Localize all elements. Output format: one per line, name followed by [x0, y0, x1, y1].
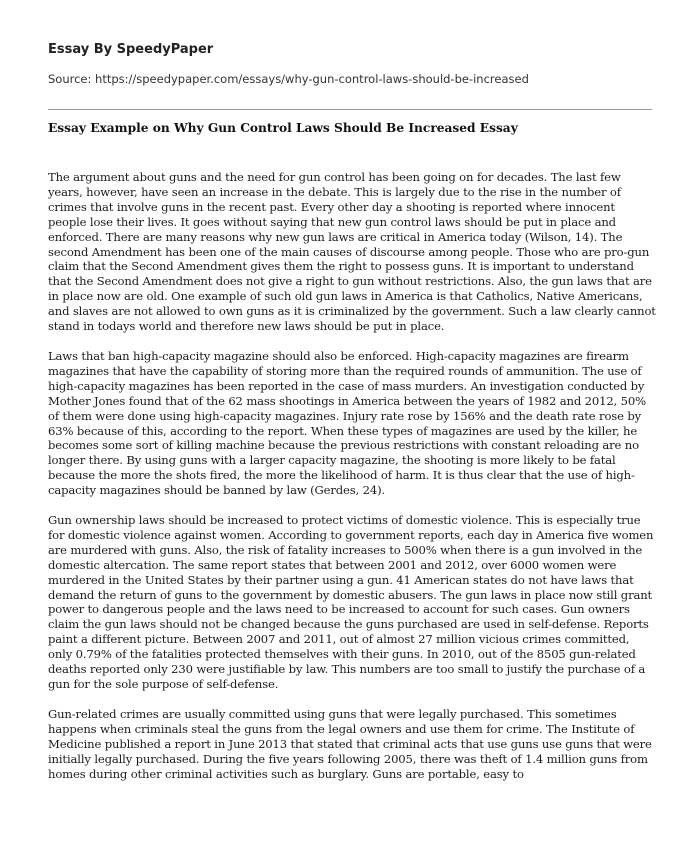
publisher-title: Essay By SpeedyPaper	[48, 42, 214, 57]
paragraph-3: Gun ownership laws should be increased to protect victims of domestic violence. This is especially true for domestic violence against women. According to government reports, each day in America five women are murdered with guns. Also, the risk of fatality increases to 500% when there is a gun involved in the domestic altercation. The same report states that between 2001 and 2012, over 6000 women were murdered in the United States by their partner using a gun. 41 American states do not have laws that demand the return of guns to the government by domestic abusers. The gun laws in place now still grant power to dangerous people and the laws need to be increased to account for such cases. Gun owners claim the gun laws should not be changed because the guns purchased are used in self-defense. Reports paint a different picture. Between 2007 and 2011, out of almost 27 million vicious crimes committed, only 0.79% of the fatalities protected themselves with their guns. In 2010, out of the 8505 gun-related deaths reported only 230 were justifiable by law. This numbers are too small to justify the purchase of a gun for the sole purpose of self-defense.	[48, 513, 654, 691]
paragraph-4: Gun-related crimes are usually committed using guns that were legally purchased. This sometimes happens when criminals steal the guns from the legal owners and use them for crime. The Institute of Medicine published a report in June 2013 that stated that criminal acts that use guns use guns that were initially legally purchased. During the five years following 2005, there was theft of 1.4 million guns from homes during other criminal activities such as burglary. Guns are portable, easy to	[48, 706, 652, 781]
essay-body	[48, 170, 656, 796]
paragraph-2: Laws that ban high-capacity magazine should also be enforced. High-capacity magazines are firearm magazines that have the capability of storing more than the required rounds of ammunition. The use of high-capacity magazines has been reported in the case of mass murders. An investigation conducted by Mother Jones found that of the 62 mass shootings in America between the years of 1982 and 2012, 50% of them were done using high-capacity magazines. Injury rate rose by 156% and the death rate rose by 63% because of this, according to the report. When these types of magazines are used by the killer, he becomes some sort of killing machine because the previous restrictions with constant reloading are no longer there. By using guns with a larger capacity magazine, the shooting is more likely to be fatal because the more the shots fired, the more the likelihood of harm. It is thus clear that the use of high-capacity magazines should be banned by law (Gerdes, 24).	[48, 348, 646, 498]
essay-title: Essay Example on Why Gun Control Laws Should Be Increased Essay	[48, 121, 518, 135]
paragraph-1: The argument about guns and the need for gun control has been going on for decades. The last few years, however, have seen an increase in the debate. This is largely due to the rise in the number of crimes that involve guns in the recent past. Every other day a shooting is reported where innocent people lose their lives. It goes without saying that new gun control laws should be put in place and enforced. There are many reasons why new gun laws are critical in America today (Wilson, 14). The second Amendment has been one of the main causes of discourse among people. Those who are pro-gun claim that the Second Amendment gives them the right to possess guns. It is important to understand that the Second Amendment does not give a right to gun without restrictions. Also, the gun laws that are in place now are old. One example of such old gun laws in America is that Catholics, Native Americans, and slaves are not allowed to own guns as it is criminalized by the government. Such a law clearly cannot stand in todays world and therefore new laws should be put in place.	[48, 170, 656, 334]
header-divider	[48, 109, 652, 110]
source-url[interactable]: Source: https://speedypaper.com/essays/why-gun-control-laws-should-be-increased	[48, 72, 529, 86]
